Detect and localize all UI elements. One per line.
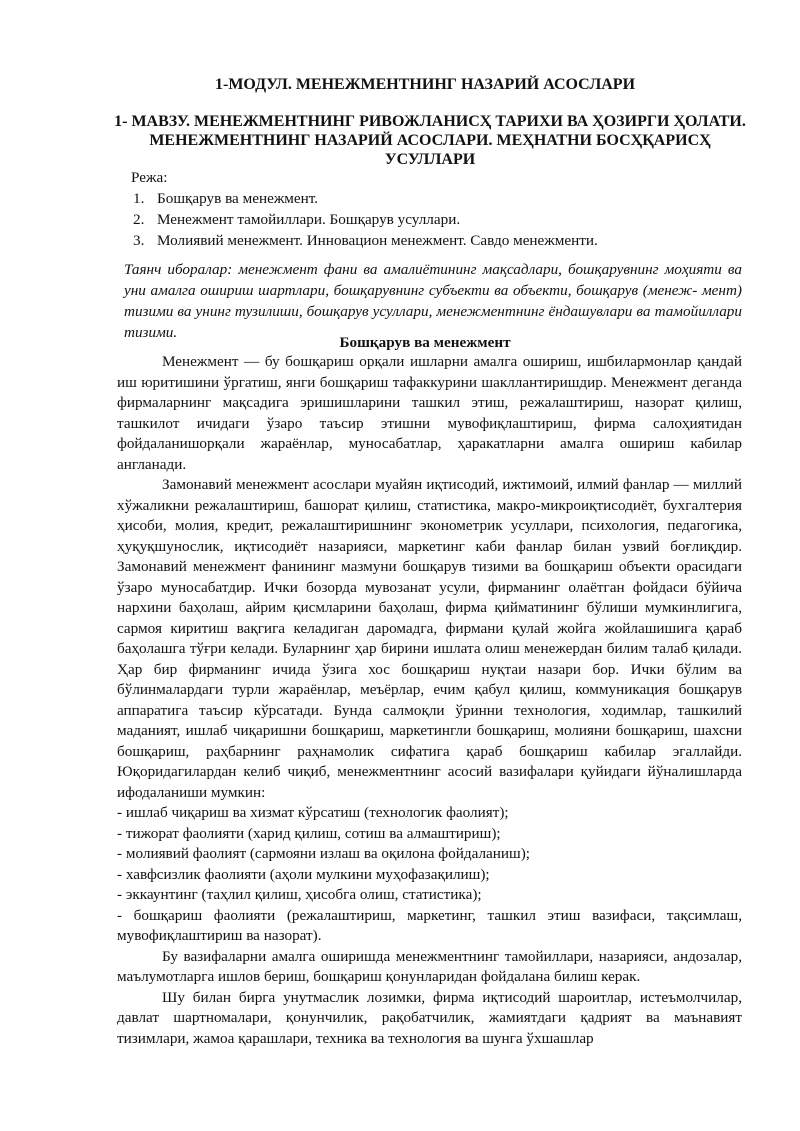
plan-list [133, 188, 598, 251]
plan-item-text: Молиявий менежмент. Инновацион менежмент. Савдо менежменти. [157, 232, 598, 249]
function-list-item: - хавфсизлик фаолияти (аҳоли мулкини муҳофазақилиш); [117, 865, 490, 883]
function-list-item: - ишлаб чиқариш ва хизмат кўрсатиш (технологик фаолият); [117, 804, 509, 821]
plan-item-text: Бошқарув ва менежмент. [157, 190, 319, 207]
plan-item-number: 1. [133, 190, 145, 207]
body-text [117, 352, 742, 1049]
plan-item [133, 209, 598, 230]
topic-title: 1- МАВЗУ. МЕНЕЖМЕНТНИНГ РИВОЖЛАНИСҲ ТАРИХИ ВА ҲОЗИРГИ ҲОЛАТИ. МЕНЕЖМЕНТНИНГ НАЗАРИЙ АСОСЛАРИ. МЕҲНАТНИ БОСҲҚАРИСҲ УСУЛЛАРИ [114, 113, 746, 168]
function-list-item: - бошқариш фаолияти (режалаштириш, маркетинг, ташкил этиш вазифаси, тақсимлаш, мувофиқлаштириш ва назорат). [117, 906, 742, 944]
body-paragraph: Замонавий менежмент асослари муайян иқтисодий, ижтимоий, илмий фанлар — миллий хўжаликни режалаштириш, башорат қилиш, статистика, макро-микроиқтисодиёт, бухгалтерия ҳисоби, молия, кредит, режалаштиришнинг эконометрик усуллари, психология, педагогика, ҳуқуқшунослик, иқтисодиёт назарияси, маркетинг каби фанлар билан узвий боғлиқдир. Замонавий менежмент фанининг мазмуни бошқарув тизими ва бошқариш объекти орасидаги ўзаро муносабатдир. Ички бозорда мувозанат усули, фирманинг олаётган фойдаси бўйича нархини баҳолаш, айрим қисмларини баҳолаш, фирма қийматининг бўлиши мумкинлигига, сармоя киритиш вақгига келадиган даромадга, фирмани қулай жойга жойлашишига қараб баҳолашга тўғри келади. Буларнинг ҳар бирини ишлата олиш менежердан билим талаб қилади. Ҳар бир фирманинг ичида ўзига хос бошқариш нуқтаи назари бор. Ички бўлим ва бўлинмалардаги турли жараёнлар, меъёрлар, ечим қабул қилиш, коммуникация бошқарув аппаратига таъсир кўрсатади. Бунда салмоқли ўринни технология, ходимлар, ташкилий маданият, ишлаб чиқаришни бошқариш, маркетингли бошқариш, молияни бошқариш, шахсни бошқариш, раҳбарнинг раҳнамолик сифатига қараб бошқариш кабилар эгаллайди. Юқоридагилардан келиб чиқиб, менежментнинг асосий вазифалари қуйидаги йўналишларда ифодаланиши мумкин: [117, 476, 742, 801]
function-list-item: - эккаунтинг (таҳлил қилиш, ҳисобга олиш, статистика); [117, 886, 482, 903]
body-paragraph: Шу билан бирга унутмаслик лозимки, фирма иқтисодий шароитлар, истеъмолчилар, давлат шартномалари, қонунчилик, рақобатчилик, жамиятдаги қадрият ва маънавият тизимлари, жамоа қарашлари, техника ва технология ва шунга ўхшашлар [117, 988, 742, 1047]
plan-item [133, 188, 598, 209]
function-list-item: - тижорат фаолияти (харид қилиш, сотиш ва алмаштириш); [117, 824, 501, 842]
body-paragraph: Бу вазифаларни амалга оширишда менежментнинг тамойиллари, назарияси, андозалар, маълумотларга ишлов бериш, бошқариш қонунларидан фойдалана билиш керак. [117, 947, 742, 985]
keywords-paragraph: Таянч иборалар: менежмент фани ва амалиётининг мақсадлари, бошқарувнинг моҳияти ва уни амалга ошириш шартлари, бошқарувнинг субъекти ва объекти, бошқарув (менеж- мент) тизими ва унинг тузилиши, бошқарув усуллари, менежментнинг ёндашувлари ва тамойиллари тизими. [124, 261, 742, 341]
plan-item [133, 230, 598, 251]
section-heading: Бошқарув ва менежмент [339, 334, 511, 351]
plan-item-number: 2. [133, 211, 145, 228]
module-title: 1-МОДУЛ. МЕНЕЖМЕНТНИНГ НАЗАРИЙ АСОСЛАРИ [214, 76, 636, 93]
body-paragraph: Менежмент — бу бошқариш орқали ишларни амалга ошириш, ишбилармонлар қандай иш юритишини ўргатиш, янги бошқариш тафаккурини шакллантиришдир. Менежмент деганда фирмаларнинг мақсадига эришишларини ташкил этиш, режалаштириш, назорат қилиш, ташкилот ичидаги ўзаро таъсир этишни мувофиқлаштириш, фирма салоҳиятидан фойдаланишорқали жараёнлар, муносабатлар, ҳаракатларни амалга ошириш кабилар англанади. [117, 353, 742, 473]
plan-item-number: 3. [133, 232, 145, 249]
plan-label: Режа: [131, 169, 168, 186]
plan-item-text: Менежмент тамойиллари. Бошқарув усуллари. [157, 211, 461, 228]
function-list-item: - молиявий фаолият (сармояни излаш ва оқилона фойдаланиш); [117, 845, 531, 862]
